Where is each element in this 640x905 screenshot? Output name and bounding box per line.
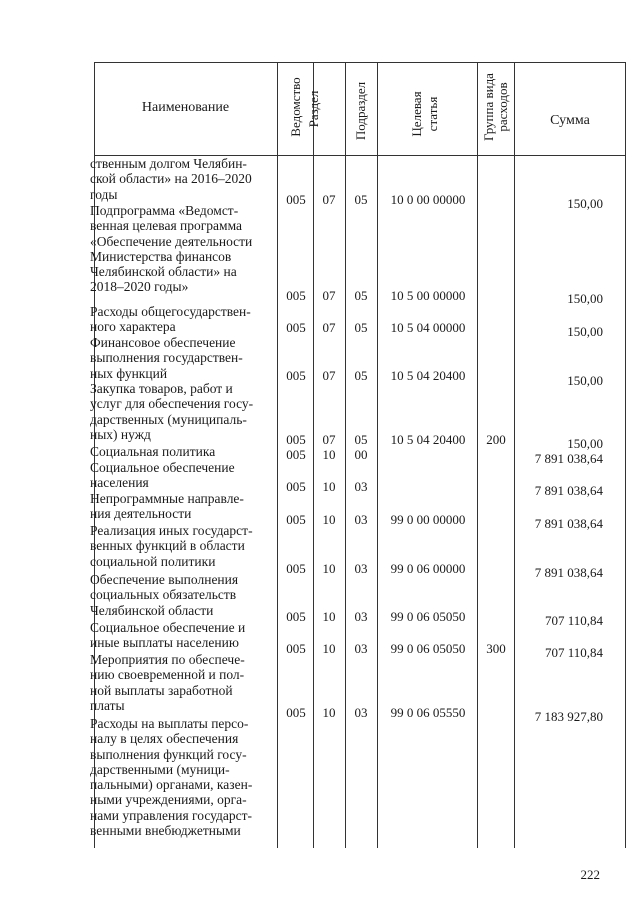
row-podrazdel: 05 (354, 432, 368, 447)
row-name: Расходы на выплаты персо- налу в целях обеспечения выполнения функций госу- дарственными (муници- пальными) органами, казен- ными учреждениями, орга- нами управления государст- венными внебюджетными (90, 716, 253, 839)
row-ved: 005 (286, 561, 306, 576)
row-razdel: 07 (322, 320, 336, 335)
header-ved: Ведомство (288, 77, 303, 137)
row-razdel: 10 (322, 447, 336, 462)
row-summa: 150,00 (567, 436, 603, 451)
row-celevaya: 10 0 00 00000 (390, 192, 466, 207)
row-summa: 707 110,84 (544, 613, 603, 628)
page-number: 222 (580, 867, 600, 882)
row-razdel: 10 (322, 641, 336, 656)
row-celevaya: 99 0 06 05050 (390, 641, 466, 656)
row-razdel: 10 (322, 705, 336, 720)
header-gruppa-l2: расходов (495, 82, 510, 132)
row-ved: 005 (286, 641, 306, 656)
row-podrazdel: 03 (354, 479, 368, 494)
header-summa: Сумма (550, 113, 590, 128)
row-celevaya: 99 0 06 05550 (390, 705, 466, 720)
row-celevaya: 99 0 06 05050 (390, 609, 466, 624)
header-celevaya-l1: Целевая (409, 91, 424, 137)
header-name: Наименование (141, 100, 230, 115)
row-name: Обеспечение выполнения социальных обязательств Челябинской области (90, 572, 239, 618)
row-podrazdel: 05 (354, 192, 368, 207)
row-podrazdel: 03 (354, 641, 368, 656)
table-border-ved (277, 62, 278, 848)
row-name: ственным долгом Челябин- ской области» на 2016–2020 годы (90, 156, 252, 202)
header-gruppa-l1: Группа вида (481, 73, 496, 141)
row-ved: 005 (286, 609, 306, 624)
row-name: Финансовое обеспечение выполнения государствен- ных функций (90, 335, 243, 381)
table-border-celevaya (377, 62, 378, 848)
row-razdel: 07 (322, 288, 336, 303)
row-celevaya: 10 5 04 20400 (390, 432, 466, 447)
row-name: Социальное обеспечение населения (90, 460, 235, 491)
row-razdel: 10 (322, 561, 336, 576)
row-ved: 005 (286, 288, 306, 303)
row-summa: 150,00 (567, 291, 603, 306)
row-ved: 005 (286, 192, 306, 207)
row-summa: 7 891 038,64 (534, 516, 603, 531)
row-razdel: 07 (322, 432, 336, 447)
row-razdel: 07 (322, 368, 336, 383)
row-razdel: 10 (322, 609, 336, 624)
header-celevaya (378, 75, 478, 153)
row-celevaya: 10 5 04 20400 (390, 368, 466, 383)
row-razdel: 10 (322, 512, 336, 527)
row-celevaya: 10 5 04 00000 (390, 320, 466, 335)
row-celevaya: 99 0 06 00000 (390, 561, 466, 576)
row-podrazdel: 03 (354, 609, 368, 624)
row-name: Расходы общегосударствен- ного характера (90, 304, 251, 335)
table-border-right (625, 62, 626, 848)
row-name: Социальное обеспечение и иные выплаты населению (90, 620, 246, 651)
header-razdel: Раздел (306, 90, 321, 128)
row-summa: 150,00 (567, 196, 603, 211)
row-podrazdel: 03 (354, 561, 368, 576)
row-gruppa: 200 (486, 432, 506, 447)
row-summa: 7 891 038,64 (534, 565, 603, 580)
row-ved: 005 (286, 512, 306, 527)
row-podrazdel: 05 (354, 368, 368, 383)
row-podrazdel: 03 (354, 512, 368, 527)
row-ved: 005 (286, 320, 306, 335)
row-ved: 005 (286, 368, 306, 383)
row-summa: 150,00 (567, 373, 603, 388)
row-podrazdel: 05 (354, 288, 368, 303)
row-gruppa: 300 (486, 641, 506, 656)
row-ved: 005 (286, 705, 306, 720)
row-podrazdel: 03 (354, 705, 368, 720)
row-celevaya: 99 0 00 00000 (390, 512, 466, 527)
row-ved: 005 (286, 432, 306, 447)
row-name: Реализация иных государст- венных функций в области социальной политики (90, 523, 253, 569)
row-ved: 005 (286, 447, 306, 462)
row-summa: 7 891 038,64 (534, 483, 603, 498)
row-podrazdel: 00 (354, 447, 368, 462)
row-podrazdel: 05 (354, 320, 368, 335)
row-name: Подпрограмма «Ведомст- венная целевая программа «Обеспечение деятельности Министерства финансов Челябинской области» на 2018–2020 годы» (90, 203, 253, 295)
row-name: Мероприятия по обеспече- нию своевременной и пол- ной выплаты заработной платы (90, 652, 245, 713)
row-summa: 7 891 038,64 (534, 451, 603, 466)
header-celevaya-l2: статья (425, 96, 440, 132)
row-summa: 7 183 927,80 (534, 709, 603, 724)
header-podrazdel: Подраздел (353, 81, 368, 141)
row-summa: 150,00 (567, 324, 603, 339)
row-summa: 707 110,84 (544, 645, 603, 660)
table-border-gruppa (477, 62, 478, 848)
row-celevaya: 10 5 00 00000 (390, 288, 466, 303)
row-razdel: 07 (322, 192, 336, 207)
row-razdel: 10 (322, 479, 336, 494)
row-name: Социальная политика (90, 444, 216, 459)
row-name: Закупка товаров, работ и услуг для обеспечения госу- дарственных (муниципаль- ных) нужд (90, 381, 254, 442)
row-name: Непрограммные направле- ния деятельности (90, 491, 244, 522)
header-gruppa (477, 64, 515, 154)
row-ved: 005 (286, 479, 306, 494)
